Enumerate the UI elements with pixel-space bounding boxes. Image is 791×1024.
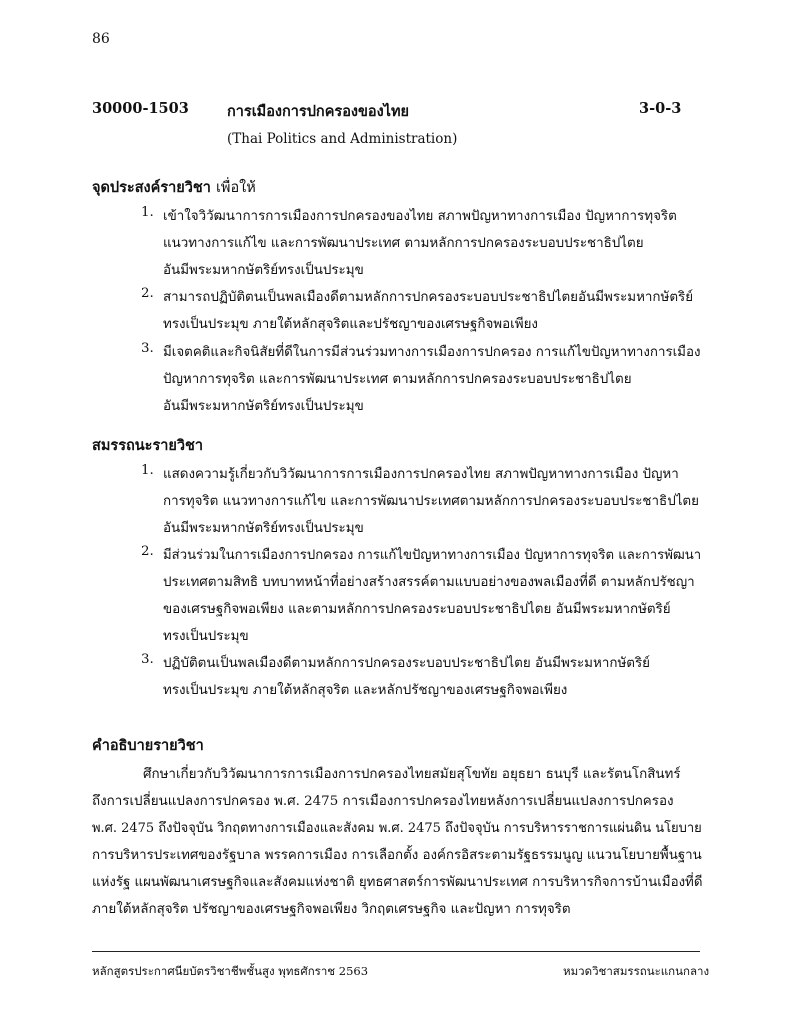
competency-line: ประเทศตามสิทธิ บทบาทหน้าที่อย่างสร้างสรรค์ตามแบบอย่างของพลเมืองที่ดี ตามหลักปรัชญา xyxy=(163,575,695,590)
description-line: การบริหารประเทศของรัฐบาล พรรคการเมือง การเลือกตั้ง องค์กรอิสระตามรัฐธรรมนูญ แนวนโยบายพื้นฐาน xyxy=(92,848,702,863)
footer-curriculum: หลักสูตรประกาศนียบัตรวิชาชีพชั้นสูง พุทธศักราช 2563 xyxy=(92,964,369,978)
competency-number: 3. xyxy=(141,652,154,667)
competency-line: ปฏิบัติตนเป็นพลเมืองดีตามหลักการปกครองระบอบประชาธิปไตย อันมีพระมหากษัตริย์ xyxy=(163,656,651,671)
competencies-heading: สมรรถนะรายวิชา xyxy=(92,437,204,454)
objective-line: อันมีพระมหากษัตริย์ทรงเป็นประมุข xyxy=(163,399,364,414)
objective-line: เข้าใจวิวัฒนาการการเมืองการปกครองของไทย สภาพปัญหาทางการเมือง ปัญหาการทุจริต xyxy=(163,209,677,224)
objective-line: ทรงเป็นประมุข ภายใต้หลักสุจริตและปรัชญาของเศรษฐกิจพอเพียง xyxy=(163,317,538,332)
objective-number: 1. xyxy=(141,205,154,220)
objective-line: แนวทางการแก้ไข และการพัฒนาประเทศ ตามหลักการปกครองระบอบประชาธิปไตย xyxy=(163,236,644,251)
competency-line: อันมีพระมหากษัตริย์ทรงเป็นประมุข xyxy=(163,521,364,536)
competency-number: 2. xyxy=(141,544,154,559)
description-heading: คำอธิบายรายวิชา xyxy=(92,737,204,754)
objective-number: 2. xyxy=(141,286,154,301)
objectives-heading-suffix: เพื่อให้ xyxy=(215,180,256,196)
competency-line: ทรงเป็นประมุข xyxy=(163,629,249,644)
course-credits: 3-0-3 xyxy=(639,100,682,117)
description-line: ศึกษาเกี่ยวกับวิวัฒนาการการเมืองการปกครองไทยสมัยสุโขทัย อยุธยา ธนบุรี และรัตนโกสินทร์ xyxy=(143,767,681,782)
objective-line: มีเจตคติและกิจนิสัยที่ดีในการมีส่วนร่วมทางการเมืองการปกครอง การแก้ไขปัญหาทางการเมือง xyxy=(163,345,701,360)
objective-line: อันมีพระมหากษัตริย์ทรงเป็นประมุข xyxy=(163,263,364,278)
course-title-thai: การเมืองการปกครองของไทย xyxy=(227,103,410,120)
description-line: ถึงการเปลี่ยนแปลงการปกครอง พ.ศ. 2475 การเมืองการปกครองไทยหลังการเปลี่ยนแปลงการปกครอง xyxy=(92,794,674,809)
description-line: พ.ศ. 2475 ถึงปัจจุบัน วิกฤตทางการเมืองและสังคม พ.ศ. 2475 ถึงปัจจุบัน การบริหารราชการแผ่นดิน นโยบาย xyxy=(92,821,702,836)
course-code: 30000-1503 xyxy=(92,100,189,117)
description-line: แห่งรัฐ แผนพัฒนาเศรษฐกิจและสังคมแห่งชาติ ยุทธศาสตร์การพัฒนาประเทศ การบริหารกิจการบ้านเมืองที่ดี xyxy=(92,875,703,890)
objectives-heading-label: จุดประสงค์รายวิชา xyxy=(92,179,211,196)
objective-line: ปัญหาการทุจริต และการพัฒนาประเทศ ตามหลักการปกครองระบอบประชาธิปไตย xyxy=(163,372,632,387)
description-line: ภายใต้หลักสุจริต ปรัชญาของเศรษฐกิจพอเพียง วิกฤตเศรษฐกิจ และปัญหา การทุจริต xyxy=(92,902,571,917)
competency-line: ทรงเป็นประมุข ภายใต้หลักสุจริต และหลักปรัชญาของเศรษฐกิจพอเพียง xyxy=(163,683,568,698)
footer-category: หมวดวิชาสมรรถนะแกนกลาง xyxy=(563,964,710,978)
objectives-heading xyxy=(92,176,256,199)
competency-number: 1. xyxy=(141,463,154,478)
course-title-english: (Thai Politics and Administration) xyxy=(227,131,458,147)
competency-line: แสดงความรู้เกี่ยวกับวิวัฒนาการการเมืองการปกครองไทย สภาพปัญหาทางการเมือง ปัญหา xyxy=(163,467,679,482)
objective-number: 3. xyxy=(141,341,154,356)
competency-line: การทุจริต แนวทางการแก้ไข และการพัฒนาประเทศตามหลักการปกครองระบอบประชาธิปไตย xyxy=(163,494,699,509)
page-number: 86 xyxy=(92,31,110,47)
competency-line: มีส่วนร่วมในการเมืองการปกครอง การแก้ไขปัญหาทางการเมือง ปัญหาการทุจริต และการพัฒนา xyxy=(163,548,702,563)
competency-line: ของเศรษฐกิจพอเพียง และตามหลักการปกครองระบอบประชาธิปไตย อันมีพระมหากษัตริย์ xyxy=(163,602,671,617)
objective-line: สามารถปฏิบัติตนเป็นพลเมืองดีตามหลักการปกครองระบอบประชาธิปไตยอันมีพระมหากษัตริย์ xyxy=(163,290,694,305)
footer-divider xyxy=(92,951,700,952)
